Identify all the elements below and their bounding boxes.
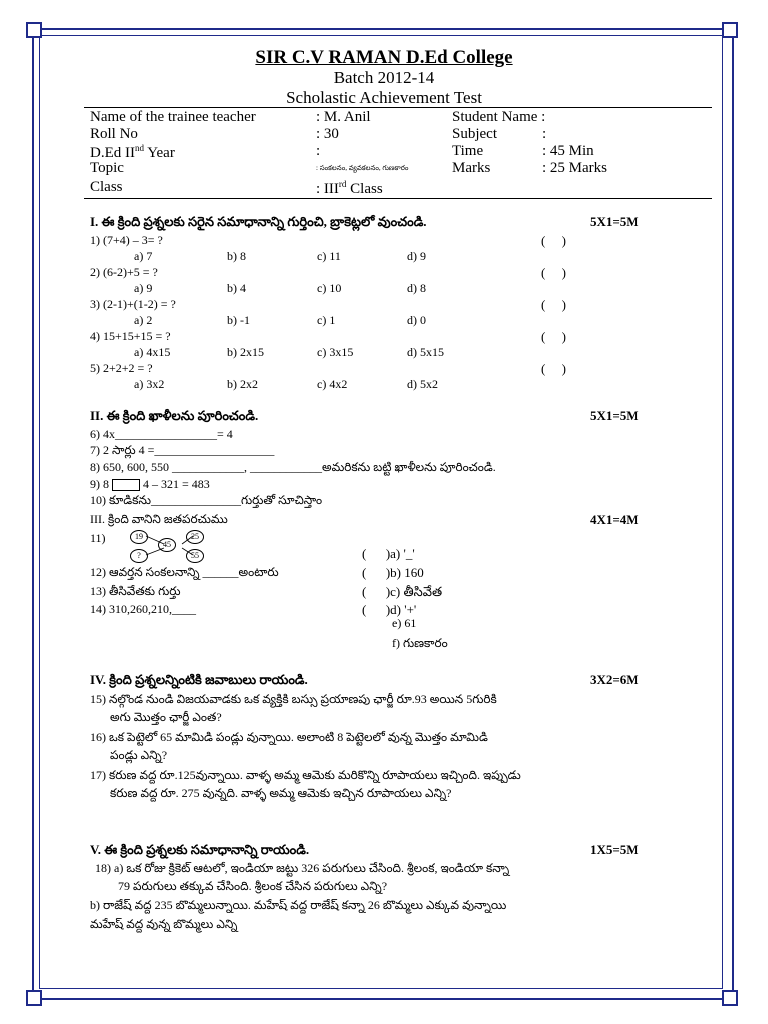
- section-3-heading: III. క్రింది వానిని జతపరచుము: [90, 512, 228, 526]
- header-rule: [84, 107, 712, 108]
- time-value: : 45 Min: [542, 143, 594, 159]
- question-18a: 18) a) ఒక రోజు క్రికెట్ ఆటలో, ఇండియా జట్టు 326 పరుగులు చేసింది. శ్రీలంక, ఇండియా కన్నా: [95, 861, 510, 875]
- match-option-d: ( )d) '+': [362, 602, 417, 617]
- option-a: a) 4x15: [134, 345, 171, 359]
- border-corner: [722, 22, 738, 38]
- number-circle: 55: [186, 549, 204, 563]
- section-1-heading: I. ఈ క్రింది ప్రశ్నలకు సరైన సమాధానాన్ని గుర్తించి, బ్రాకెట్లలో వుంచండి.: [90, 214, 427, 229]
- option-d: d) 0: [407, 313, 426, 327]
- question-17: 17) కరుణ వద్ద రూ.125వున్నాయి. వాళ్ళ అమ్మ ఆమెకు మరికొన్ని రూపాయలు ఇచ్చింది. ఇప్పుడు: [90, 768, 521, 782]
- section-4-marks: 3X2=6M: [590, 672, 639, 687]
- answer-bracket: ( ): [541, 361, 566, 376]
- question-9: 9) 8 4 – 321 = 483: [90, 477, 210, 491]
- test-title: Scholastic Achievement Test: [286, 88, 482, 107]
- question-17-cont: కరుణ వద్ద రూ. 275 వున్నది. వాళ్ళ అమ్మ ఆమెకు ఇచ్చిన రూపాయలు ఎన్ని?: [110, 786, 452, 800]
- question-11: 11): [90, 531, 106, 545]
- year-value: :: [316, 143, 321, 159]
- class-label: Class: [90, 179, 123, 195]
- number-circle: ?: [130, 549, 148, 563]
- option-b: b) 8: [227, 249, 246, 263]
- question-16: 16) ఒక పెట్టెలో 65 మామిడి పండ్లు వున్నాయి. అలాంటి 8 పెట్టెలలో వున్న మొత్తం మామిడి: [90, 730, 488, 744]
- option-a: a) 2: [134, 313, 153, 327]
- question-8: 8) 650, 600, 550 ____________, ____________అమరికను బట్టి ఖాళీలను పూరించండి.: [90, 460, 496, 474]
- year-label: D.Ed IInd Year: [90, 143, 175, 161]
- class-value: : IIIrd Class: [316, 179, 383, 197]
- match-option-c: ( )c) తీసివేత: [362, 584, 443, 599]
- option-d: d) 9: [407, 249, 426, 263]
- question-10: 10) కూడికను_______________గుర్తుతో సూచిస్తాం: [90, 493, 323, 507]
- section-5-heading: V. ఈ క్రింది ప్రశ్నలకు సమాధానాన్ని రాయండి.: [90, 842, 310, 857]
- option-d: d) 8: [407, 281, 426, 295]
- topic-label: Topic: [90, 160, 124, 176]
- match-option-a: ( )a) '_': [362, 546, 415, 561]
- question-4: 4) 15+15+15 = ?: [90, 329, 171, 343]
- match-option-b: ( )b) 160: [362, 565, 424, 580]
- answer-bracket: ( ): [541, 297, 566, 312]
- section-5-marks: 1X5=5M: [590, 842, 639, 857]
- answer-box: [112, 479, 140, 491]
- subject-label: Subject: [452, 126, 497, 142]
- option-a: a) 3x2: [134, 377, 165, 391]
- answer-bracket: ( ): [541, 265, 566, 280]
- option-b: b) 4: [227, 281, 246, 295]
- number-circle: 45: [158, 538, 176, 552]
- time-label: Time: [452, 143, 484, 159]
- question-1: 1) (7+4) – 3= ?: [90, 233, 163, 247]
- subject-value: :: [542, 126, 547, 142]
- option-c: c) 10: [317, 281, 342, 295]
- option-c: c) 11: [317, 249, 341, 263]
- match-option-f: f) గుణకారం: [392, 636, 448, 650]
- trainee-label: Name of the trainee teacher: [90, 109, 256, 125]
- option-c: c) 4x2: [317, 377, 348, 391]
- border-corner: [26, 990, 42, 1006]
- option-c: c) 3x15: [317, 345, 354, 359]
- option-d: d) 5x2: [407, 377, 438, 391]
- option-b: b) -1: [227, 313, 250, 327]
- trainee-value: : M. Anil: [316, 109, 371, 125]
- option-a: a) 9: [134, 281, 153, 295]
- section-1-marks: 5X1=5M: [590, 214, 639, 229]
- option-b: b) 2x2: [227, 377, 258, 391]
- question-6: 6) 4x_________________= 4: [90, 427, 233, 441]
- roll-label: Roll No: [90, 126, 138, 142]
- question-5: 5) 2+2+2 = ?: [90, 361, 153, 375]
- answer-bracket: ( ): [541, 233, 566, 248]
- question-3: 3) (2-1)+(1-2) = ?: [90, 297, 176, 311]
- match-option-e: e) 61: [392, 616, 417, 630]
- marks-value: : 25 Marks: [542, 160, 607, 176]
- option-b: b) 2x15: [227, 345, 264, 359]
- option-c: c) 1: [317, 313, 336, 327]
- topic-value: : సంకలనం, వ్యవకలనం, గుణకారం: [316, 164, 409, 172]
- question-18b-cont: మహేష్ వద్ద వున్న బొమ్మలు ఎన్ని: [90, 917, 238, 931]
- section-4-heading: IV. క్రింది ప్రశ్నలన్నింటికి జవాబులు రాయండి.: [90, 672, 308, 687]
- question-7: 7) 2 సార్లు 4 =____________________: [90, 443, 275, 457]
- college-title: SIR C.V RAMAN D.Ed College: [255, 47, 513, 68]
- number-circle: 25: [186, 530, 204, 544]
- batch-title: Batch 2012-14: [333, 68, 435, 87]
- info-rule: [84, 198, 712, 199]
- question-18a-cont: 79 పరుగులు తక్కువ చేసింది. శ్రీలంక చేసిన పరుగులు ఎన్ని?: [118, 879, 388, 893]
- question-12: 12) ఆవర్తన సంకలనాన్ని ______అంటారు: [90, 565, 279, 579]
- border-corner: [722, 990, 738, 1006]
- option-a: a) 7: [134, 249, 153, 263]
- question-16-cont: పండ్లు ఎన్ని?: [110, 748, 168, 762]
- answer-bracket: ( ): [541, 329, 566, 344]
- marks-label: Marks: [452, 160, 491, 176]
- question-14: 14) 310,260,210,____: [90, 602, 196, 616]
- question-18b: b) రాజేష్ వద్ద 235 బొమ్మలున్నాయి. మహేష్ వద్ద రాజేష్ కన్నా 26 బొమ్మలు ఎక్కువ వున్నాయి: [90, 898, 507, 912]
- question-2: 2) (6-2)+5 = ?: [90, 265, 158, 279]
- section-2-marks: 5X1=5M: [590, 408, 639, 423]
- student-name-label: Student Name :: [452, 109, 546, 125]
- question-13: 13) తీసివేతకు గుర్తు: [90, 584, 181, 598]
- section-2-heading: II. ఈ క్రింది ఖాళీలను పూరించండి.: [90, 408, 259, 423]
- number-circle: 19: [130, 530, 148, 544]
- roll-value: : 30: [316, 126, 339, 142]
- section-3-marks: 4X1=4M: [590, 512, 639, 527]
- option-d: d) 5x15: [407, 345, 444, 359]
- question-15-cont: అగు మొత్తం ఛార్జీ ఎంత?: [110, 710, 222, 724]
- border-corner: [26, 22, 42, 38]
- question-15: 15) నల్గొండ నుండి విజయవాడకు ఒక వ్యక్తికి బస్సు ప్రయాణపు ఛార్జీ రూ.93 అయిన 5గురికి: [90, 692, 497, 706]
